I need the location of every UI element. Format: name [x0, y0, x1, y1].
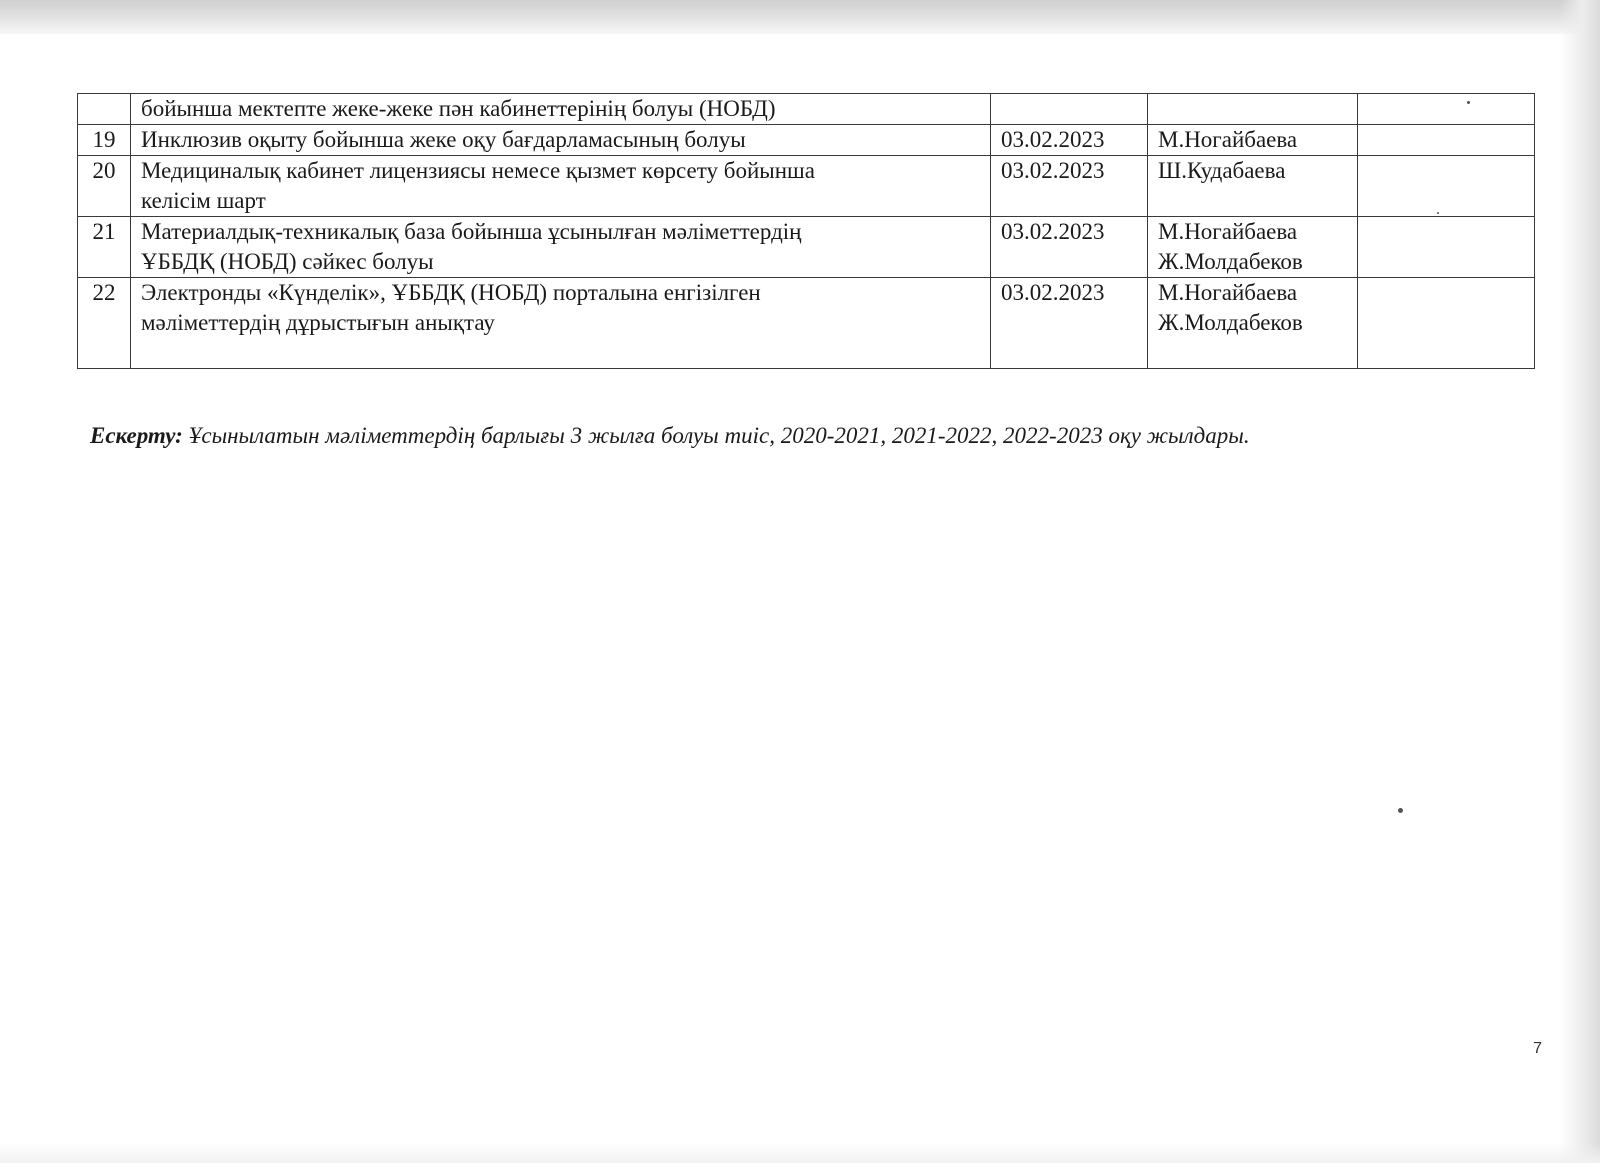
responsible-name: М.Ногайбаева [1158, 127, 1298, 152]
row-number-cell: 19 [78, 125, 131, 156]
scan-speck [1398, 808, 1403, 813]
responsible-name: М.Ногайбаева [1158, 280, 1298, 305]
note-cell [1358, 217, 1535, 278]
page-number: 7 [1533, 1040, 1542, 1057]
description-line: келісім шарт [141, 188, 266, 213]
footnote [90, 423, 1250, 449]
row-number-cell: 21 [78, 217, 131, 278]
responsible-name: Ж.Молдабеков [1158, 310, 1303, 335]
checklist-table-wrapper [77, 93, 1534, 369]
row-number-cell: 22 [78, 278, 131, 369]
description-line: бойынша мектепте жеке-жеке пән кабинеттерінің болуы (НОБД) [141, 96, 776, 121]
responsible-cell [1148, 217, 1358, 278]
description-cell [131, 94, 991, 125]
note-cell [1358, 156, 1535, 217]
description-line: Инклюзив оқыту бойынша жеке оқу бағдарламасының болуы [141, 127, 746, 152]
row-number-cell [78, 94, 131, 125]
scan-shadow-top [0, 0, 1600, 34]
row-number-cell: 20 [78, 156, 131, 217]
responsible-name: Ж.Молдабеков [1158, 249, 1303, 274]
description-line: Медициналық кабинет лицензиясы немесе қызмет көрсету бойынша [141, 158, 815, 183]
date-cell: 03.02.2023 [991, 125, 1148, 156]
description-cell [131, 125, 991, 156]
responsible-name: М.Ногайбаева [1158, 219, 1298, 244]
note-cell [1358, 94, 1535, 125]
description-cell [131, 156, 991, 217]
description-line: ҰББДҚ (НОБД) сәйкес болуы [141, 249, 434, 274]
responsible-cell [1148, 156, 1358, 217]
responsible-cell [1148, 278, 1358, 369]
responsible-name: Ш.Кудабаева [1158, 158, 1286, 183]
note-cell [1358, 125, 1535, 156]
checklist-table [77, 93, 1535, 369]
description-line: Электронды «Күнделік», ҰББДҚ (НОБД) порталына енгізілген [141, 280, 761, 305]
footnote-text: Ұсынылатын мәліметтердің барлығы 3 жылға болуы тиіс, 2020-2021, 2021-2022, 2022-2023 оқу жылдары. [182, 423, 1250, 448]
table-row [78, 217, 1535, 278]
description-line: мәліметтердің дұрыстығын анықтау [141, 310, 495, 335]
table-row [78, 94, 1535, 125]
date-cell [991, 94, 1148, 125]
description-cell [131, 217, 991, 278]
table-row [78, 125, 1535, 156]
description-line: Материалдық-техникалық база бойынша ұсынылған мәліметтердің [141, 219, 802, 244]
note-cell [1358, 278, 1535, 369]
table-row [78, 278, 1535, 369]
date-cell: 03.02.2023 [991, 217, 1148, 278]
date-cell: 03.02.2023 [991, 278, 1148, 369]
description-cell [131, 278, 991, 369]
scan-shadow-right [1560, 0, 1600, 1163]
table-row [78, 156, 1535, 217]
responsible-cell [1148, 125, 1358, 156]
date-cell: 03.02.2023 [991, 156, 1148, 217]
footnote-label: Ескерту: [90, 423, 183, 448]
scan-shadow-bottom [0, 1143, 1600, 1163]
responsible-cell [1148, 94, 1358, 125]
